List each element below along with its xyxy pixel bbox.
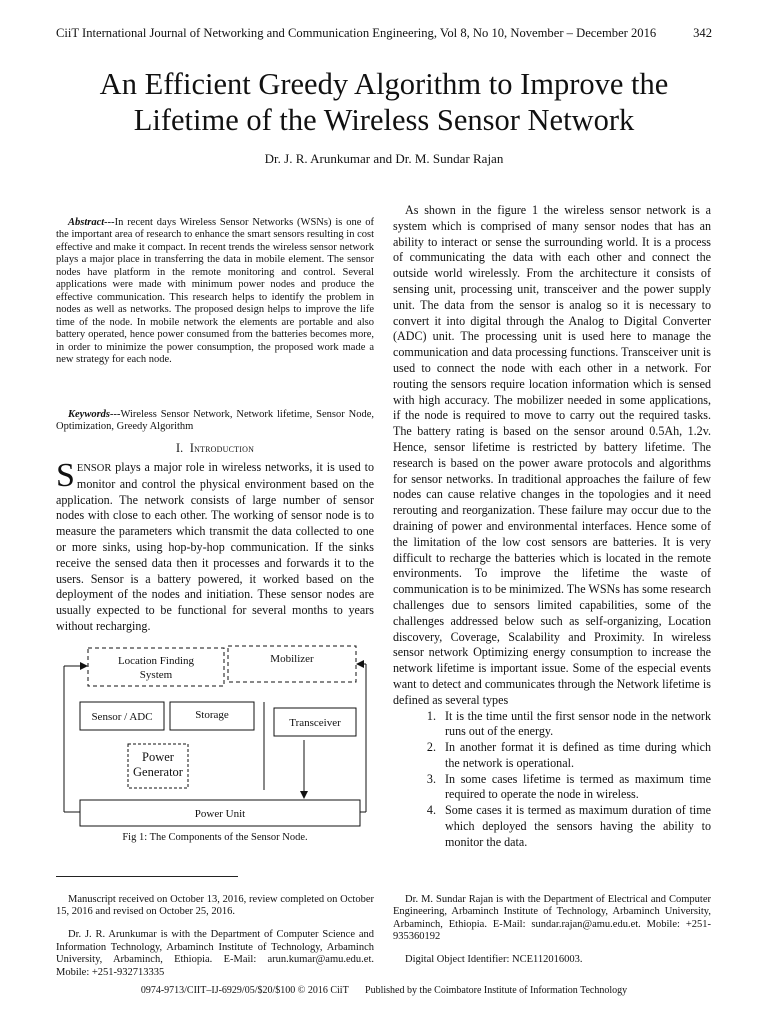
footer-publisher: Published by the Coimbatore Institute of Information Technology	[365, 985, 628, 996]
footnotes-left	[56, 883, 374, 990]
figure-caption: Fig 1: The Components of the Sensor Node.	[122, 832, 308, 843]
page-number: 342	[693, 26, 712, 40]
list-item: 4. Some cases it is termed as maximum duration of time which deployed the sensors having the ability to monitor the data.	[439, 803, 711, 850]
footnote-doi: Digital Object Identifier: NCE112016003.	[405, 954, 583, 965]
footnote-manuscript: Manuscript received on October 13, 2016, review completed on October 15, 2016 and revised on October 25, 2016.	[56, 893, 374, 917]
transceiver-label: Transceiver	[289, 717, 341, 729]
list-item: 1. It is the time until the first sensor node in the network runs out of the energy.	[439, 709, 711, 741]
list-item: 2. In another format it is defined as time during which the network is operational.	[439, 740, 711, 772]
running-header	[56, 26, 712, 42]
paper-title	[40, 66, 728, 138]
authors: Dr. J. R. Arunkumar and Dr. M. Sundar Rajan	[264, 151, 504, 166]
power-generator-label-2: Generator	[133, 765, 183, 779]
section-number: I.	[175, 441, 184, 455]
journal-citation: CiiT International Journal of Networking and Communication Engineering, Vol 8, No 10, November – December 2016	[56, 26, 657, 40]
sensor-adc-label: Sensor / ADC	[91, 711, 153, 723]
keywords-label: Keywords---	[68, 408, 121, 420]
introduction-paragraph	[56, 457, 374, 635]
right-paragraph: As shown in the figure 1 the wireless sensor network is a system which is comprised of many sensor nodes that has an ability to interact or sense the surrounding world. It is a process of communicating the data with each other and connect the outside world wirelessly. From the architecture it consists of sensing unit, processing unit, transceiver and the power supply unit. The data from the sensor is analog so it is necessary to convert it into digital through the Analog to Digital Converter (ADC) unit. The processing unit is used here to manage the communication and data processing functions. Transceiver unit is used to connect the node with each other in a network. For routing the sensors require location information which is sensed with high accuracy. The mobilizer needed in some applications, if the node is required to move to carry out the required tasks. The battery rating is based on the sensor around 0.5Ah, 1.2v. Hence, sensor lifetime is restricted by battery lifetime. The research is based on the power aware protocols and algorithms for sensor networks. In traditional approaches the failure of few nodes can cause relative changes in the topologies and it need rerouting and reorganization. These failure may occur due to the draining of power and environmental interfaces. Hence some of the limitation of the low cost sensors are batteries. It is very difficult to recharge the batteries which is located in the remote environments. To improve the lifetime the waste of communication is to be minimized. The WSNs has some research challenges due to sensors limited capabilities, some of the challenges addressed below such as self-organizing, Location discovery, Coverage, Scalability and Proximity. In wireless sensor network Optimizing energy consumption to increase the network lifetime is important issue. Some of the especial events want to detect and communicates through the Network lifetime is defined as several types	[393, 203, 711, 707]
keywords	[56, 398, 374, 444]
footnote-rule	[56, 876, 238, 877]
mobilizer-label: Mobilizer	[270, 653, 314, 665]
section-title: Introduction	[189, 441, 255, 455]
list-item: 3. In some cases lifetime is termed as maximum time required to operate the node in wireless.	[439, 772, 711, 804]
abstract	[56, 206, 374, 377]
abstract-text: In recent days Wireless Sensor Networks (WSNs) is one of the important area of research to enhance the smart sensors resulting in cost effective and make it compact. In recent trends the wireless sensor network plays a major place in transferring the data in mobile element. The sensor nodes have platform in the remote monitoring and control. Several applications were made with minimum power nodes and produce the effective communication. This research helps to identify the problem in nodes as well as networks. The proposed design helps to improve the life time of the node. In mobile network the elements are portable and also battery operated, hence power consumed from the batteries becomes more, in order to minimize the power consumption, the proposed work made a new strategy for each node.	[56, 216, 374, 365]
lead-word: ENSOR	[76, 463, 112, 474]
section-heading-introduction	[56, 441, 374, 456]
title-line-1: An Efficient Greedy Algorithm to Improve the	[99, 67, 669, 101]
title-line-2: Lifetime of the Wireless Sensor Network	[133, 103, 635, 137]
storage-label: Storage	[195, 709, 229, 721]
footnote-author-2: Dr. M. Sundar Rajan is with the Department of Electrical and Computer Engineering, Arbaminch Institute of Technology, Arbaminch University, Arbaminch, Ethiopia. E-Mail: sundar.rajan@amu.edu.et. Mobile: +251-935360192	[393, 893, 711, 942]
sensor-node-diagram	[56, 640, 374, 830]
footer-issn: 0974-9713/CIIT–IJ-6929/05/$20/$100 © 2016 CiiT	[140, 985, 349, 996]
location-finding-label-2: System	[139, 669, 173, 681]
abstract-label: Abstract---	[68, 216, 115, 228]
right-column	[393, 203, 711, 851]
drop-cap: S	[56, 457, 75, 494]
page-footer	[56, 985, 712, 996]
footnote-author-1: Dr. J. R. Arunkumar is with the Department of Computer Science and Information Technology, Arbaminch Institute of Technology, Arbaminch University, Arbaminch, Ethiopia. E-Mail: arun.kumar@amu.edu.et. Mobile: +251-932713335	[56, 929, 374, 978]
intro-text: plays a major role in wireless networks, it is used to monitor and control the physical environment based on the application. The network consists of large number of sensor nodes with close to each other. The working of sensor node is to measure the parameters which transmit the data collected to one or more sinks, using hop-by-hop communication. If the sinks receive the sensed data then it processes and forwards it to the users. Sensor is a battery powered, it worked based on the deployment of the nodes and initiation. These sensor nodes are usually expected to be functional for several months to years without recharging.	[56, 460, 374, 633]
keywords-text: Wireless Sensor Network, Network lifetime, Sensor Node, Optimization, Greedy Algorithm	[56, 408, 374, 432]
lifetime-definitions-list	[393, 709, 711, 851]
location-finding-label-1: Location Finding	[117, 655, 195, 667]
power-generator-label-1: Power	[142, 750, 174, 764]
footnotes-right	[393, 883, 711, 977]
power-unit-label: Power Unit	[194, 808, 246, 820]
